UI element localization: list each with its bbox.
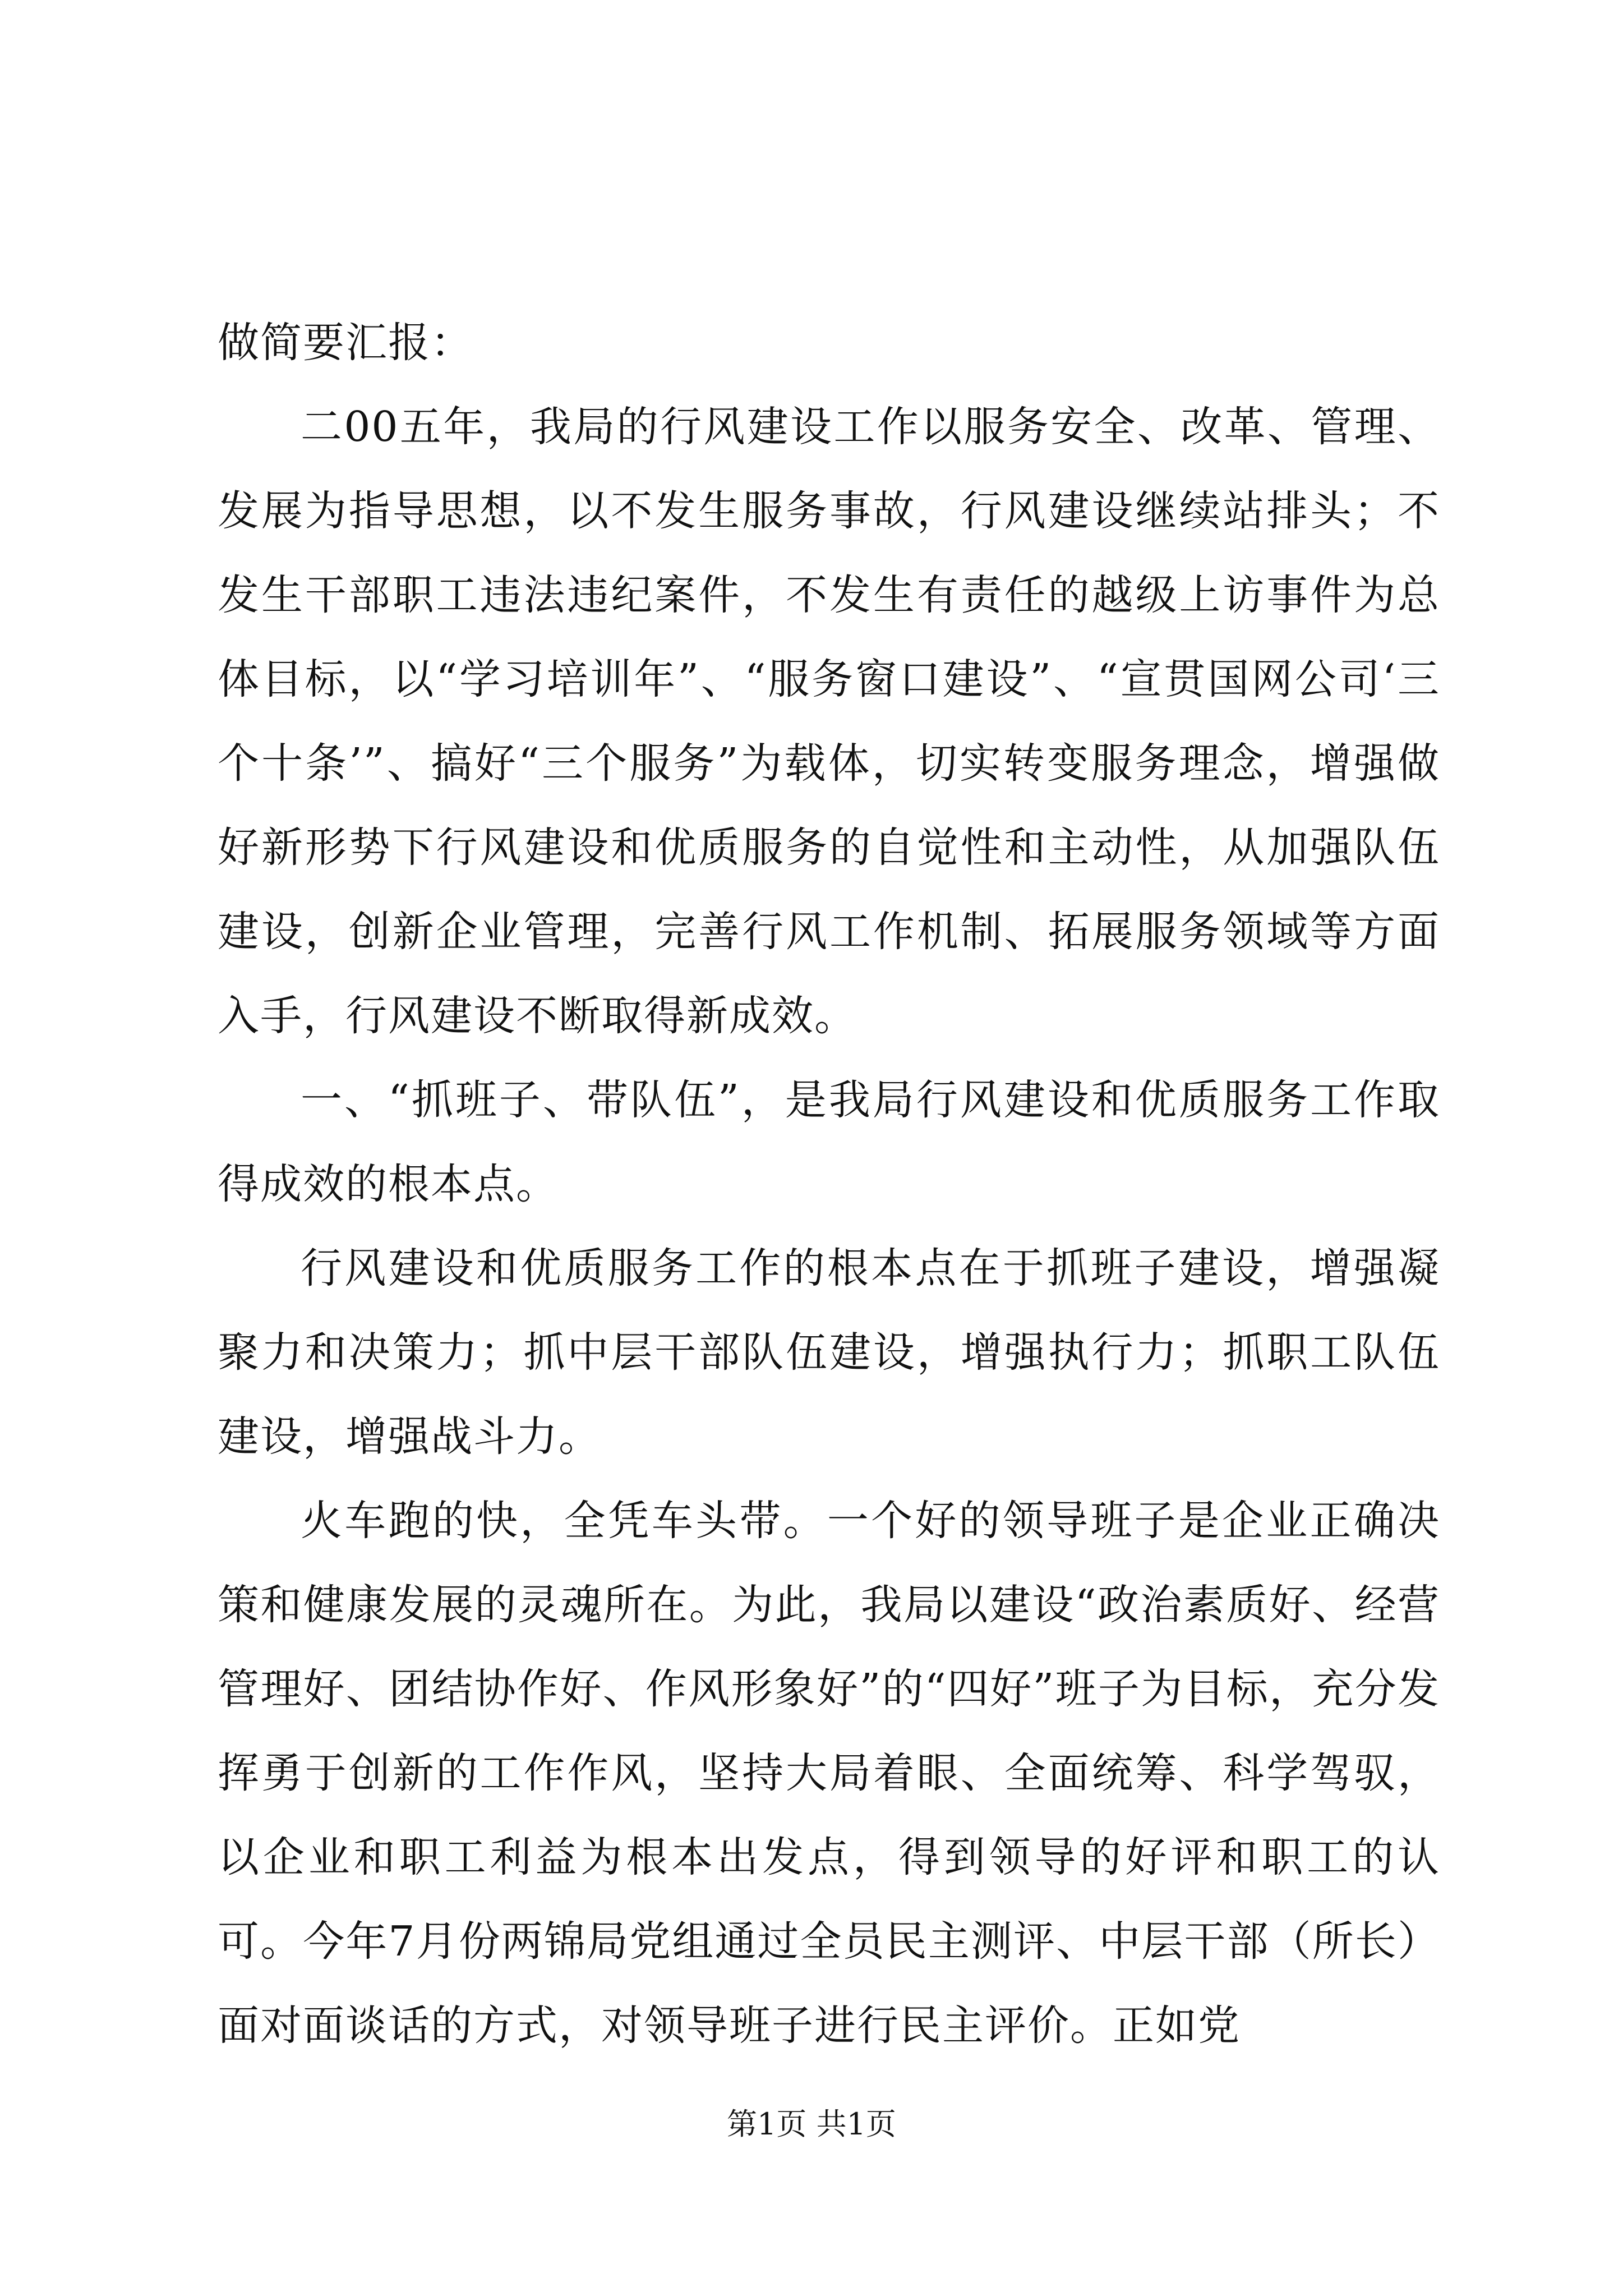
paragraph-foundation: 行风建设和优质服务工作的根本点在于抓班子建设，增强凝聚力和决策力；抓中层干部队伍建设，增强执行力；抓职工队伍建设，增强战斗力。 bbox=[218, 1244, 1440, 1461]
section-heading-one: 一、“抓班子、带队伍”，是我局行风建设和优质服务工作取得成效的根本点。 bbox=[218, 1076, 1440, 1208]
paragraph-leadership: 火车跑的快，全凭车头带。一个好的领导班子是企业正确决策和健康发展的灵魂所在。为此，我局以建设“政治素质好、经营管理好、团结协作好、作风形象好”的“四好”班子为目标，充分发挥勇于创新的工作作风，坚持大局着眼、全面统筹、科学驾驭，以企业和职工利益为根本出发点，得到领导的好评和职工的认可。今年7月份两锦局党组通过全员民主测评、中层干部（所长）面对面谈话的方式，对领导班子进行民主评价。正如党 bbox=[218, 1497, 1440, 2050]
document-body bbox=[218, 301, 1440, 2068]
page-footer: 第1页 共1页 bbox=[727, 2106, 896, 2142]
paragraph-overview: 二00五年，我局的行风建设工作以服务安全、改革、管理、发展为指导思想，以不发生服务事故，行风建设继续站排头；不发生干部职工违法违纪案件，不发生有责任的越级上访事件为总体目标，以“学习培训年”、“服务窗口建设”、“宣贯国网公司‘三个十条’”、搞好“三个服务”为载体，切实转变服务理念，增强做好新形势下行风建设和优质服务的自觉性和主动性，从加强队伍建设，创新企业管理，完善行风工作机制、拓展服务领域等方面入手，行风建设不断取得新成效。 bbox=[218, 403, 1440, 1040]
paragraph-intro: 做简要汇报： bbox=[218, 319, 473, 367]
